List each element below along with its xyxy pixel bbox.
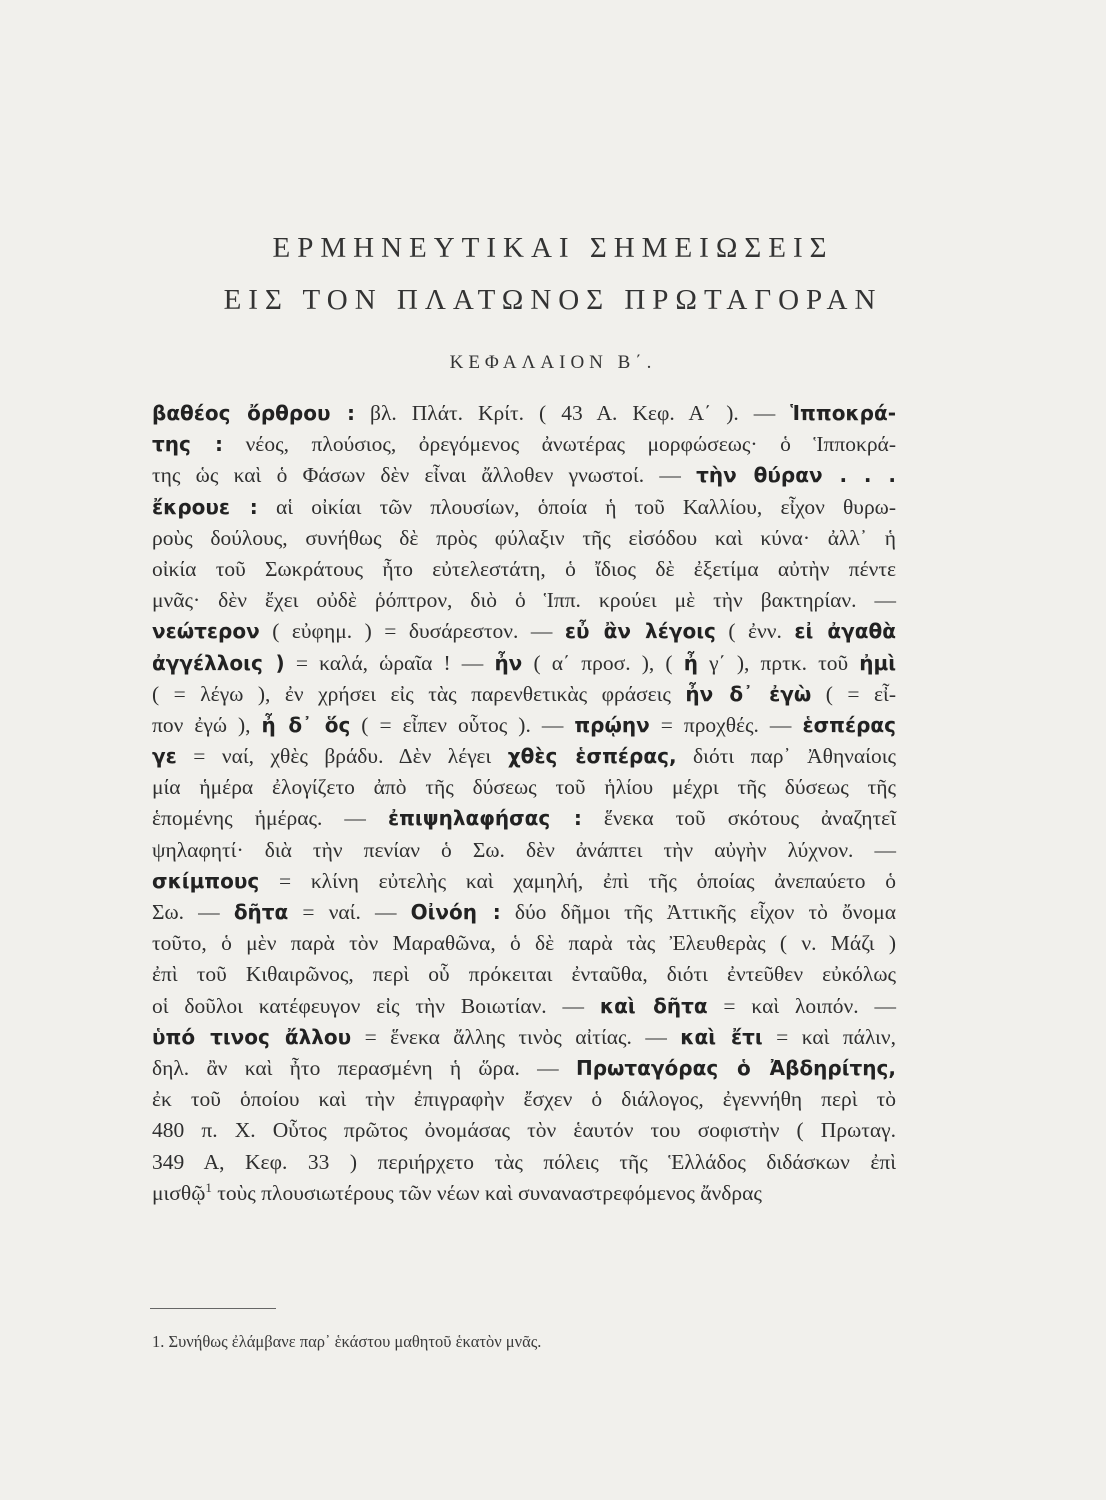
text-run: ( εὐφημ. ) = δυσάρεστον. — (259, 619, 565, 644)
title-line-2: ΕΙΣ ΤΟΝ ΠΛΑΤΩΝΟΣ ΠΡΩΤΑΓΟΡΑΝ (223, 284, 883, 316)
lemma-term: ἐπιψηλαφήσας : (387, 806, 582, 831)
text-run: νέος, πλούσιος, ὀρεγόμενος ἀνωτέρας μορφώσεως· ὁ Ἱπποκρά- (223, 432, 896, 457)
text-line (152, 460, 896, 491)
text-run: γ΄ ), πρτκ. τοῦ (697, 650, 860, 675)
lemma-term: εὖ ἂν λέγοις (564, 619, 716, 644)
text-run: ψηλαφητί· διὰ τὴν πενίαν ὁ Σω. δὲν ἀνάπτει τὴν αὐγὴν λύχνον. — (152, 837, 896, 862)
text-run: τοῦτο, ὁ μὲν παρὰ τὸν Μαραθῶνα, ὁ δὲ παρὰ τὰς Ἐλευθερὰς ( ν. Μάζι ) (152, 931, 896, 956)
lemma-term: καὶ δῆτα (599, 993, 708, 1018)
text-line (152, 866, 896, 897)
lemma-term: χθὲς ἑσπέρας, (507, 744, 677, 769)
lemma-term: νεώτερον (152, 619, 260, 644)
text-run: = καὶ λοιπόν. — (707, 993, 896, 1018)
text-run: της ὡς καὶ ὁ Φάσων δὲν εἶναι ἄλλοθεν γνωστοί. — (152, 463, 697, 488)
lemma-term: ἀγγέλλοις ) (152, 650, 285, 675)
text-run: μνᾶς· δὲν ἔχει οὐδὲ ῥόπτρον, διὸ ὁ Ἱππ. κρούει μὲ τὴν βακτηρίαν. — (152, 588, 896, 613)
text-line (152, 1115, 896, 1146)
text-line (152, 710, 896, 741)
text-line (152, 772, 896, 803)
lemma-term: Ἱπποκρά- (790, 401, 896, 425)
text-line (152, 897, 896, 928)
text-line (152, 835, 896, 866)
text-line (152, 554, 896, 585)
text-run: ( = λέγω ), ἐν χρήσει εἰς τὰς παρενθετικὰς φράσεις (152, 681, 686, 706)
text-run: ἑπομένης ἡμέρας. — (152, 806, 388, 831)
text-line (152, 1178, 896, 1209)
lemma-term: Οἰνόη : (410, 900, 501, 924)
text-run: μία ἡμέρα ἐλογίζετο ἀπὸ τῆς δύσεως τοῦ ἡλίου μέχρι τῆς δύσεως τῆς (152, 775, 896, 800)
text-run: 349 Α, Κεφ. 33 ) περιήρχετο τὰς πόλεις τῆς Ἑλλάδος διδάσκων ἐπὶ (152, 1149, 896, 1174)
text-run: διότι παρ᾽ Ἀθηναίοις (676, 744, 896, 769)
lemma-term: ὑπό τινος ἄλλου (152, 1024, 352, 1049)
title-line-1: ΕΡΜΗΝΕΥΤΙΚΑΙ ΣΗΜΕΙΩΣΕΙΣ (272, 232, 834, 264)
footnote: 1. Συνήθως ἐλάμβανε παρ᾽ ἑκάστου μαθητοῦ ἑκατὸν μνᾶς. (152, 1332, 542, 1351)
text-line (152, 523, 896, 554)
text-run: ( = εἶπεν οὗτος ). — (350, 712, 575, 737)
text-line (152, 1053, 896, 1084)
lemma-term: Πρωταγόρας ὁ Ἀβδηρίτης, (575, 1055, 896, 1080)
text-run: ἐκ τοῦ ὁποίου καὶ τὴν ἐπιγραφὴν ἔσχεν ὁ διάλογος, ἐγεννήθη περὶ τὸ (152, 1087, 896, 1112)
lemma-term: βαθέος ὄρθρου : (152, 401, 356, 425)
lemma-term: ἑσπέρας (802, 712, 897, 737)
text-run: = καὶ πάλιν, (762, 1024, 896, 1049)
lemma-term: ἦ (683, 650, 698, 675)
text-run: δηλ. ἂν καὶ ἦτο περασμένη ἡ ὥρα. — (152, 1055, 576, 1080)
text-line (152, 928, 896, 959)
lemma-term: εἰ ἀγαθὰ (794, 619, 896, 644)
chapter-heading: ΚΕΦΑΛΑΙΟΝ Β΄. (449, 352, 657, 373)
text-run: βλ. Πλάτ. Κρίτ. ( 43 Α. Κεφ. Α΄ ). — (355, 401, 791, 425)
text-line (152, 492, 896, 523)
lemma-term: γε (152, 744, 177, 769)
text-run: = καλά, ὡραῖα ! — (284, 650, 495, 675)
text-line (152, 803, 896, 834)
text-run: ( α΄ προσ. ), ( (522, 650, 684, 675)
text-run: δύο δῆμοι τῆς Ἀττικῆς εἶχον τὸ ὄνομα (500, 900, 897, 924)
text-line (152, 741, 896, 772)
text-line (152, 1147, 896, 1178)
text-run: = κλίνη εὐτελὴς καὶ χαμηλή, ἐπὶ τῆς ὁποίας ἀνεπαύετο ὁ (259, 868, 896, 893)
text-run: τοὺς πλουσιωτέρους τῶν νέων καὶ συναναστρεφόμενος ἄνδρας (211, 1180, 762, 1205)
lemma-term: ἔκρουε : (152, 494, 258, 519)
text-run: = ναί, χθὲς βράδυ. Δὲν λέγει (176, 744, 508, 769)
lemma-term: καὶ ἔτι (680, 1024, 763, 1049)
text-line (152, 991, 896, 1022)
lemma-term: ἦν (494, 650, 523, 675)
text-run: αἱ οἰκίαι τῶν πλουσίων, ὁποία ἡ τοῦ Καλλίου, εἶχον θυρω- (257, 494, 896, 519)
text-line (152, 648, 896, 679)
footnote-divider (150, 1308, 276, 1309)
text-run: Σω. — (152, 900, 234, 924)
lemma-term: ἦ δ᾽ ὅς (261, 712, 351, 737)
text-line (152, 959, 896, 990)
text-run: = ναί. — (288, 900, 411, 924)
text-run: μισθῷ (152, 1180, 206, 1205)
lemma-term: δῆτα (233, 900, 289, 924)
lemma-term: ἦν δ᾽ ἐγὼ (685, 681, 812, 706)
text-line (152, 616, 896, 647)
text-run: = ἕνεκα ἄλλης τινὸς αἰτίας. — (351, 1024, 681, 1049)
text-line (152, 679, 896, 710)
text-line (152, 1022, 896, 1053)
text-run: πον ἐγώ ), (152, 712, 262, 737)
text-line (152, 585, 896, 616)
text-run: 480 π. Χ. Οὗτος πρῶτος ὀνομάσας τὸν ἑαυτόν του σοφιστὴν ( Πρωταγ. (152, 1118, 896, 1143)
lemma-term: πρῴην (574, 712, 650, 737)
lemma-term: τὴν θύραν . . . (696, 463, 896, 488)
text-line (152, 1084, 896, 1115)
text-line (152, 398, 896, 429)
text-run: ἕνεκα τοῦ σκότους ἀναζητεῖ (581, 806, 896, 831)
text-run: οἰκία τοῦ Σωκράτους ἦτο εὐτελεστάτη, ὁ ἴδιος δὲ ἐξετίμα αὐτὴν πέντε (152, 556, 896, 581)
lemma-term: ἠμὶ (859, 650, 897, 675)
text-run: οἱ δοῦλοι κατέφευγον εἰς τὴν Βοιωτίαν. — (152, 993, 600, 1018)
text-run: ( = εἶ- (811, 681, 896, 706)
text-run: ( ἐνν. (715, 619, 795, 644)
text-line (152, 429, 896, 460)
lemma-term: της : (152, 432, 224, 457)
footnote-marker: 1 (205, 1179, 212, 1195)
text-run: = προχθές. — (649, 712, 803, 737)
commentary-text (152, 398, 896, 1209)
text-run: ἐπὶ τοῦ Κιθαιρῶνος, περὶ οὗ πρόκειται ἐνταῦθα, διότι ἐντεῦθεν εὐκόλως (152, 962, 896, 987)
text-run: ροὺς δούλους, συνήθως δὲ πρὸς φύλαξιν τῆς εἰσόδου καὶ κύνα· ἀλλ᾽ ἡ (152, 525, 896, 550)
lemma-term: σκίμπους (152, 868, 260, 893)
